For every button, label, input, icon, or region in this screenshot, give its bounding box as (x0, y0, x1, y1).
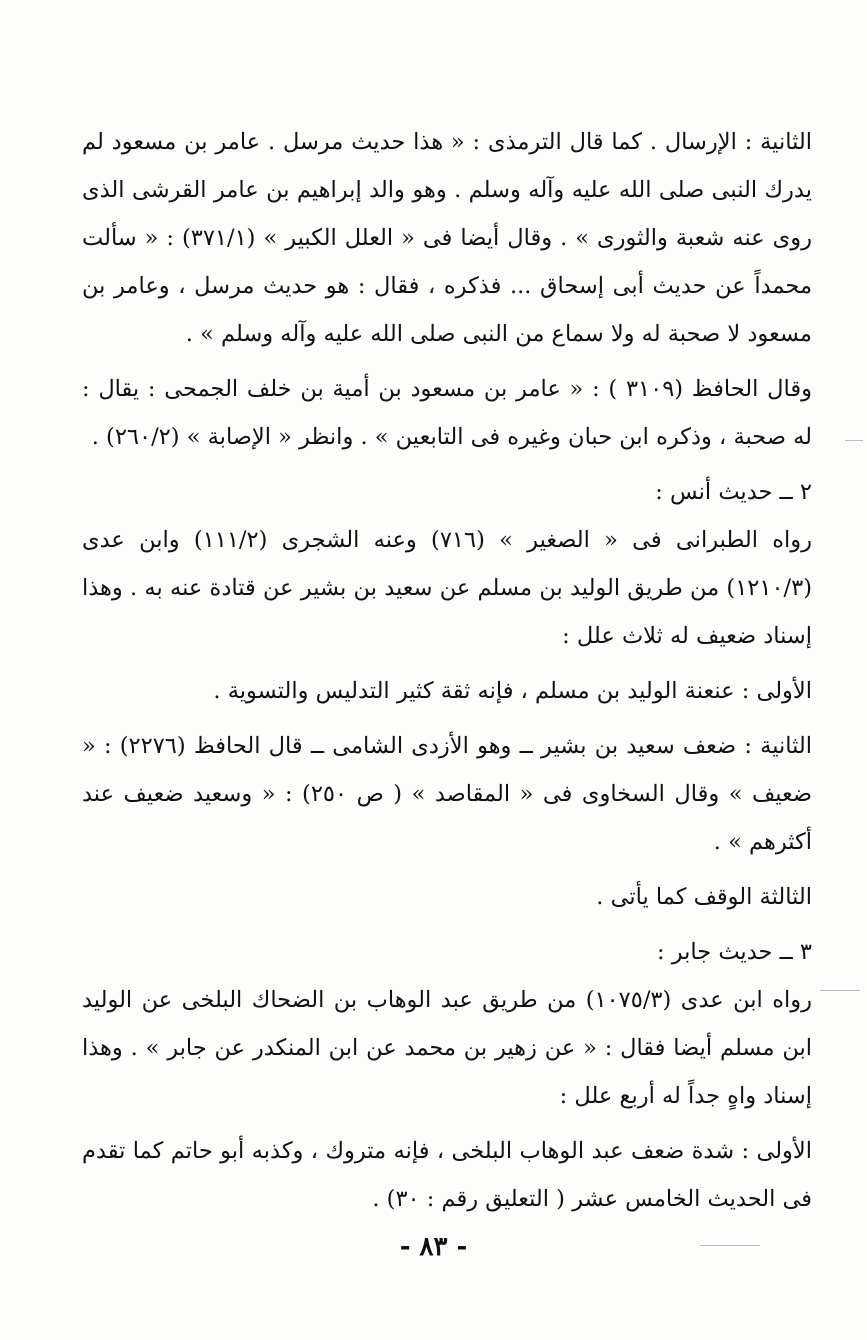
scan-mark (820, 990, 860, 991)
body-text (82, 118, 812, 1223)
paragraph-8: الأولى : شدة ضعف عبد الوهاب البلخى ، فإنه متروك ، وكذبه أبو حاتم كما تقدم فى الحديث الخامس عشر ( التعليق رقم : ٣٠) . (82, 1138, 812, 1212)
paragraph-5: الثانية : ضعف سعيد بن بشير ــ وهو الأزدى الشامى ــ قال الحافظ (٢٢٧٦) : « ضعيف » وقال السخاوى فى « المقاصد » ( ص ٢٥٠) : « وسعيد ضعيف عند أكثرهم » . (82, 733, 813, 855)
paragraph-6: الثالثة الوقف كما يأتى . (596, 884, 812, 910)
section-heading-jabir: ٣ ــ حديث جابر : (657, 939, 812, 965)
paragraph-7: رواه ابن عدى (١٠٧٥/٣) من طريق عبد الوهاب بن الضحاك البلخى عن الوليد ابن مسلم أيضا فقال : « عن زهير بن محمد عن ابن المنكدر عن جابر » . وهذا إسناد واهٍ جداً له أربع علل : (82, 987, 812, 1109)
page-number: - ٨٣ - (399, 1232, 468, 1262)
scan-mark (845, 440, 863, 441)
paragraph-1: الثانية : الإرسال . كما قال الترمذى : « هذا حديث مرسل . عامر بن مسعود لم يدرك النبى صلى الله عليه وآله وسلم . وهو والد إبراهيم بن عامر القرشى الذى روى عنه شعبة والثورى » . وقال أيضا فى « العلل الكبير » (٣٧١/١) : « سألت محمداً عن حديث أبى إسحاق ... فذكره ، فقال : هو حديث مرسل ، وعامر بن مسعود لا صحبة له ولا سماع من النبى صلى الله عليه وآله وسلم » . (82, 129, 812, 347)
paragraph-2: وقال الحافظ (٣١٠٩ ) : « عامر بن مسعود بن أمية بن خلف الجمحى : يقال : له صحبة ، وذكره ابن حبان وغيره فى التابعين » . وانظر « الإصابة » (٢٦٠/٢) . (82, 376, 812, 450)
paragraph-4: الأولى : عنعنة الوليد بن مسلم ، فإنه ثقة كثير التدليس والتسوية . (213, 678, 812, 704)
paragraph-3: رواه الطبرانى فى « الصغير » (٧١٦) وعنه الشجرى (١١١/٢) وابن عدى (١٢١٠/٣) من طريق الوليد بن مسلم عن سعيد بن بشير عن قتادة عنه به . وهذا إسناد ضعيف له ثلاث علل : (82, 527, 812, 649)
scan-mark (700, 1245, 760, 1246)
section-heading-anas: ٢ ــ حديث أنس : (655, 479, 812, 505)
